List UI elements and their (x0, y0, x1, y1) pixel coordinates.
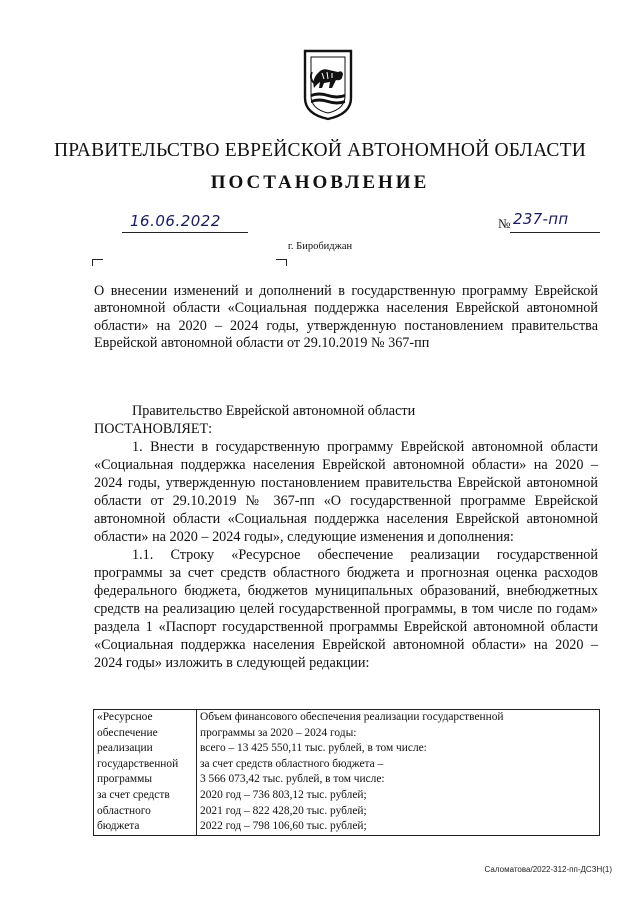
cell-line: программы (97, 773, 152, 786)
table-row (94, 710, 600, 836)
subject-corner-right (276, 259, 287, 266)
city-label: г. Биробиджан (287, 241, 353, 252)
subject-corner-left (92, 259, 103, 266)
row-value-cell (197, 710, 600, 836)
document-body (94, 402, 598, 672)
row-label-cell (94, 710, 197, 836)
cell-line: реализации (97, 742, 153, 755)
cell-line: государственной (97, 757, 179, 770)
cell-line: областного (97, 804, 151, 817)
cell-line: 2021 год – 822 428,20 тыс. рублей; (200, 804, 367, 817)
coat-of-arms-emblem (302, 48, 354, 122)
cell-line: Объем финансового обеспечения реализации государственной (200, 711, 504, 723)
cell-line: бюджета (97, 820, 140, 833)
cell-line: 2020 год – 736 803,12 тыс. рублей; (200, 788, 367, 801)
cell-line: 2022 год – 798 106,60 тыс. рублей; (200, 820, 367, 833)
government-title: ПРАВИТЕЛЬСТВО ЕВРЕЙСКОЙ АВТОНОМНОЙ ОБЛАСТИ (53, 140, 587, 161)
intro-paragraph: Правительство Еврейской автономной области (132, 403, 416, 419)
passport-table (93, 709, 600, 836)
paragraph-1: 1. Внести в государственную программу Еврейской автономной области «Социальная поддержка населения Еврейской автономной области» на 2020 – 2024 годы, утвержденную постановлением правительства Еврейской автономной области от 29.10.2019 № 367-пп «О государственной программе Еврейской автономной области «Социальная поддержка населения Еврейской автономной области» на 2020 – 2024 годы», следующие изменения и дополнения: (94, 439, 598, 545)
date-underline (122, 232, 248, 233)
cell-line: обеспечение (97, 726, 158, 739)
paragraph-1-1: 1.1. Строку «Ресурсное обеспечение реализации государственной программы за счет средств областного бюджета и прогнозная оценка расходов федерального бюджета, бюджетов муниципальных образований, внебюджетных средств на реализацию целей государственной программы, в том числе по годам» раздела 1 «Паспорт государственной программы Еврейской автономной области «Социальная поддержка населения Еврейской автономной области» на 2020 – 2024 годы» изложить в следующей редакции: (94, 547, 598, 671)
document-number: 237-пп (513, 210, 569, 228)
document-date: 16.06.2022 (130, 212, 221, 230)
document-subject: О внесении изменений и дополнений в государственную программу Еврейской автономной области «Социальная поддержка населения Еврейской автономной области» на 2020 – 2024 годы, утвержденную постановлением правительства Еврейской автономной области от 29.10.2019 № 367-пп (94, 283, 598, 352)
cell-line: программы за 2020 – 2024 годы: (200, 726, 357, 739)
cell-line: за счет средств (97, 788, 170, 801)
cell-line: «Ресурсное (97, 711, 153, 723)
number-underline (510, 232, 600, 233)
cell-line: 3 566 073,42 тыс. рублей, в том числе: (200, 773, 385, 786)
number-prefix: № (498, 216, 511, 231)
cell-line: за счет средств областного бюджета – (200, 757, 384, 770)
footer-reference: Саломатова/2022-312-пп-ДСЗН(1) (484, 865, 612, 874)
cell-line: всего – 13 425 550,11 тыс. рублей, в том числе: (200, 742, 427, 755)
decree-word: ПОСТАНОВЛЯЕТ: (94, 421, 213, 437)
document-type: ПОСТАНОВЛЕНИЕ (210, 172, 430, 193)
